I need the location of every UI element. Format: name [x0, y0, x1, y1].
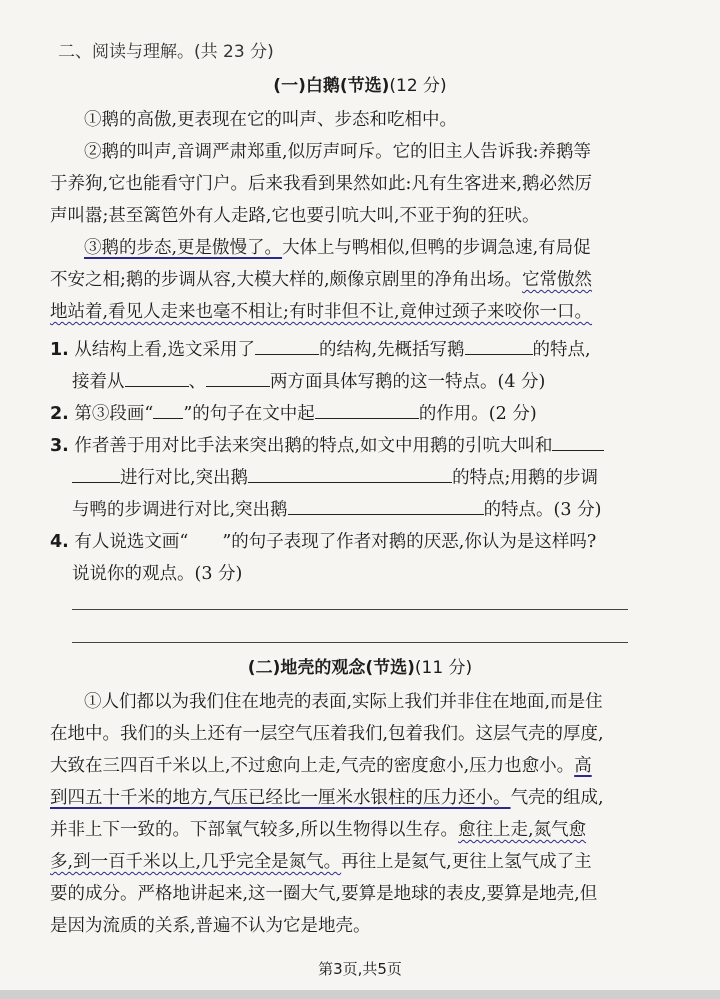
passage1-para2-line1: ②鹅的叫声,音调严肃郑重,似厉声呵斥。它的旧主人告诉我:养鹅等	[84, 142, 592, 162]
q3-text-d: 与鸭的步调进行对比,突出鹅	[72, 500, 288, 520]
question-3-line1	[50, 432, 604, 458]
p2-wavy-part2: 多,到一百千米以上,几乎完全是氮气。	[50, 852, 342, 872]
passage2-line4	[50, 786, 604, 810]
answer-line-1[interactable]	[72, 609, 628, 610]
q2-underline-sample	[153, 400, 183, 419]
passage2-line3	[50, 754, 592, 778]
passage1-score: (12 分)	[389, 76, 447, 96]
q3-text-e: 的特点。(3 分)	[483, 500, 602, 520]
para3-line1-rest: 大体上与鸭相似,但鸭的步调急速,有局促	[282, 238, 591, 258]
p2-wavy-part1: 愈往上走,氮气愈	[458, 820, 587, 840]
p2-line5-text: 并非上下一致的。下部氧气较多,所以生物得以生存。	[50, 820, 459, 840]
passage2-line8: 是因为流质的关系,普遍不认为它是地壳。	[50, 916, 371, 936]
q4-number: 4.	[50, 532, 69, 552]
q3-blank-compare-1a[interactable]	[552, 432, 604, 451]
q3-text-c: 的特点;用鹅的步调	[452, 468, 598, 488]
q3-blank-trait1[interactable]	[248, 464, 452, 483]
q1-text-c: 的特点,	[532, 340, 591, 360]
q3-text-a: 作者善于用对比手法来突出鹅的特点,如文中用鹅的引吭大叫和	[74, 436, 553, 456]
q1-blank-structure[interactable]	[255, 336, 319, 355]
question-3-line3	[72, 496, 601, 522]
question-2	[50, 400, 537, 426]
passage2-line1: ①人们都以为我们住在地壳的表面,实际上我们并非住在地面,而是住	[84, 692, 603, 712]
p2-line3-text: 大致在三四百千米以上,不过愈向上走,气壳的密度愈小,压力也愈小。	[50, 756, 575, 776]
q3-blank-trait2[interactable]	[288, 496, 484, 515]
answer-line-2[interactable]	[72, 642, 628, 643]
q1-number: 1.	[50, 340, 69, 360]
passage1-para3-line2	[50, 268, 592, 292]
question-1-line1	[50, 336, 591, 362]
q2-number: 2.	[50, 404, 69, 424]
p2-line6-text: 再往上是氦气,更往上氢气成了主	[341, 852, 592, 872]
question-1-line2	[72, 368, 545, 394]
passage2-title	[0, 656, 720, 680]
q1-text-b: 的结构,先概括写鹅	[318, 340, 465, 360]
section-title: 二、阅读与理解。(共 23 分)	[58, 42, 274, 62]
q2-text-a: 第③段画“	[74, 404, 154, 424]
q1-text-f: 两方面具体写鹅的这一特点。(4 分)	[270, 372, 546, 392]
passage2-title-text: (二)地壳的观念(节选)	[247, 658, 415, 678]
question-4-line2: 说说你的观点。(3 分)	[72, 564, 243, 584]
q1-text-e: 、	[188, 372, 206, 392]
q4-text-a: 有人说选文画“	[74, 532, 189, 552]
passage1-para2-line2: 于养狗,它也能看守门户。后来我看到果然如此:凡有生客进来,鹅必然厉	[50, 174, 593, 194]
passage1-para3-line3	[50, 300, 592, 324]
wavy-sentence-part2: 地站着,看见人走来也毫不相让;有时非但不让,竟伸过颈子来咬你一口。	[50, 302, 593, 322]
q1-blank-trait[interactable]	[465, 336, 533, 355]
passage2-score: (11 分)	[414, 658, 473, 678]
q1-blank-aspect1[interactable]	[125, 368, 189, 387]
passage1-title-text: (一)白鹅(节选)	[273, 76, 390, 96]
passage2-line7: 要的成分。严格地讲起来,这一圈大气,要算是地球的表皮,要算是地壳,但	[50, 884, 598, 904]
q1-text-d: 接着从	[72, 372, 125, 392]
q4-text-b: ”的句子表现了作者对鹅的厌恶,你认为是这样吗?	[222, 532, 597, 552]
q3-number: 3.	[50, 436, 69, 456]
passage1-para3-line1	[84, 236, 591, 260]
passage2-line5	[50, 818, 586, 842]
p2-underlined-part2: 到四五十千米的地方,气压已经比一厘米水银柱的压力还小。	[50, 788, 511, 808]
passage1-para2-line3: 声叫嚣;甚至篱笆外有人走路,它也要引吭大叫,不亚于狗的狂吠。	[50, 206, 540, 226]
q1-text-a: 从结构上看,选文采用了	[74, 340, 255, 360]
q2-text-b: ”的句子在文中起	[183, 404, 315, 424]
passage1-title	[0, 74, 720, 98]
page-footer: 第3页,共5页	[318, 960, 402, 978]
question-3-line2	[72, 464, 598, 490]
passage2-line6	[50, 850, 592, 874]
q2-blank-function[interactable]	[315, 400, 419, 419]
q3-blank-compare-1b[interactable]	[72, 464, 120, 483]
passage2-line2: 在地中。我们的头上还有一层空气压着我们,包着我们。这层气壳的厚度,	[50, 724, 604, 744]
q4-wavy-sample	[188, 533, 222, 547]
underlined-sentence: ③鹅的步态,更是傲慢了。	[84, 238, 283, 258]
wavy-sentence-part1: 它常傲然	[522, 270, 593, 290]
p2-line4-text: 气壳的组成,	[510, 788, 604, 808]
q2-text-c: 的作用。(2 分)	[418, 404, 537, 424]
q1-blank-aspect2[interactable]	[206, 368, 270, 387]
q3-text-b: 进行对比,突出鹅	[120, 468, 249, 488]
para3-line2-text: 不安之相;鹅的步调从容,大模大样的,颇像京剧里的净角出场。	[50, 270, 523, 290]
passage1-para1: ①鹅的高傲,更表现在它的叫声、步态和吃相中。	[84, 110, 458, 130]
p2-underlined-part1: 高	[574, 756, 592, 776]
bottom-edge	[0, 990, 720, 999]
question-4-line1	[50, 530, 596, 554]
